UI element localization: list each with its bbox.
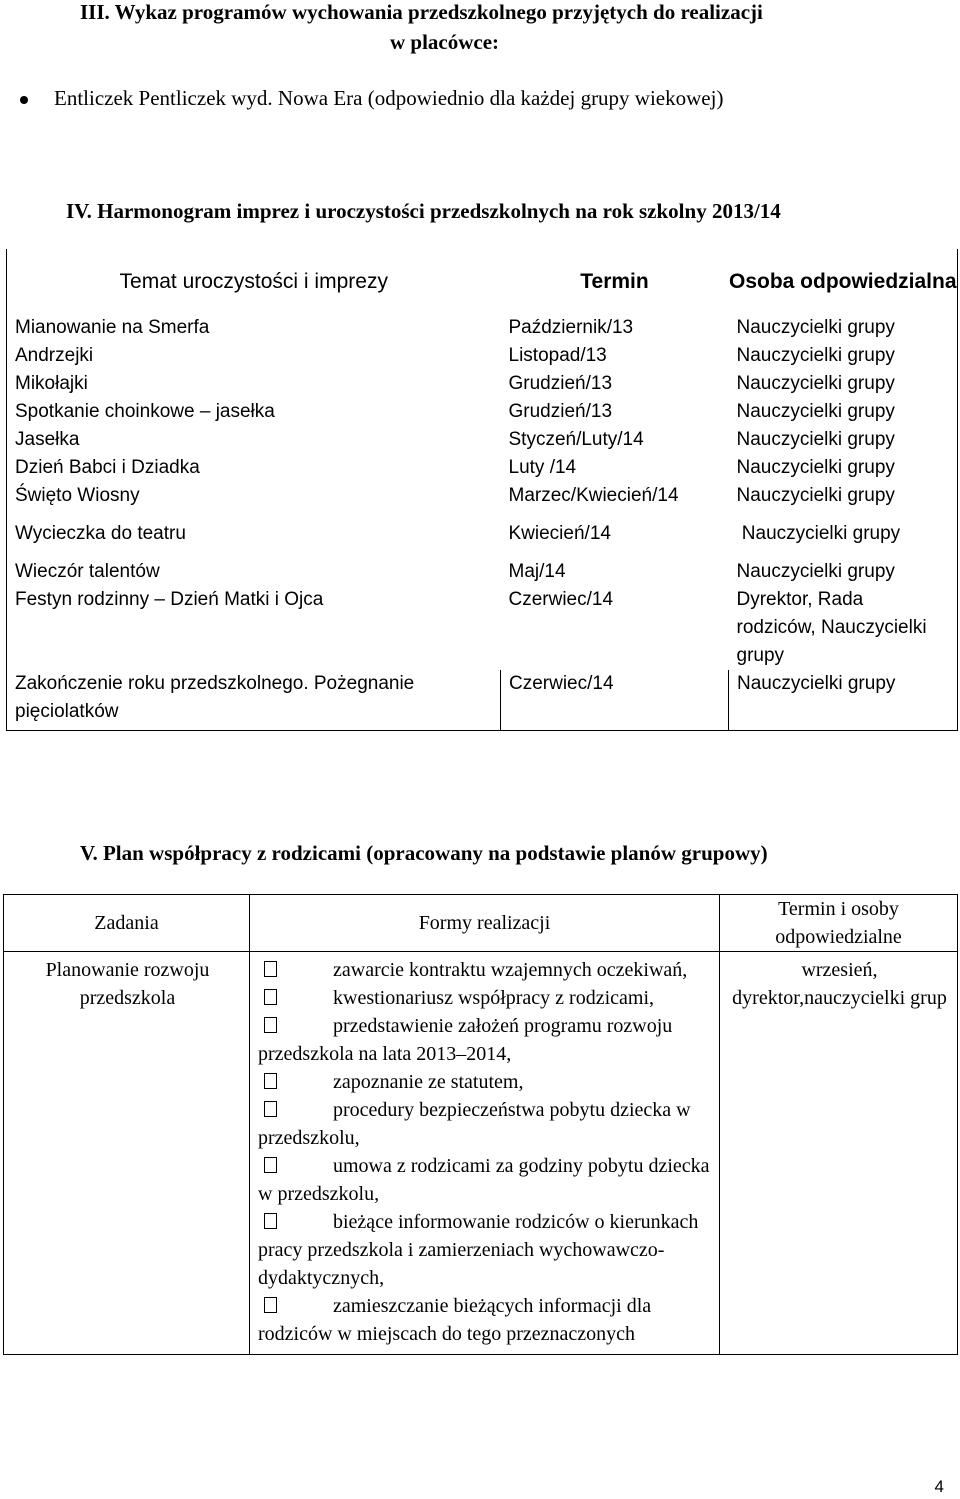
- cell-date: Czerwiec/14: [508, 589, 614, 610]
- cell-topic: Andrzejki: [7, 342, 501, 370]
- table-header-row: [7, 249, 958, 314]
- form-item-text: zamieszczanie bieżących informacji dla rodziców w miejscach do tego przeznaczonych: [258, 1295, 652, 1345]
- bullet-icon: [20, 96, 28, 104]
- checkbox-icon: [264, 989, 277, 1005]
- table-row: [7, 398, 958, 426]
- cell-date: Maj/14: [508, 561, 566, 582]
- table-row: [7, 510, 958, 548]
- checkbox-icon: [264, 1101, 277, 1117]
- cell-date: Grudzień/13: [508, 401, 613, 422]
- section3-title-line2: w placówce:: [390, 30, 500, 54]
- cell-date: Kwiecień/14: [508, 523, 611, 544]
- cell-date: Styczeń/Luty/14: [508, 429, 644, 450]
- cell-forms: [250, 952, 720, 1355]
- cell-topic: Mianowanie na Smerfa: [7, 314, 501, 342]
- cell-date: Listopad/13: [508, 345, 607, 366]
- form-item-text: umowa z rodzicami za godziny pobytu dziecka w przedszkolu,: [258, 1155, 710, 1205]
- cell-task: Planowanie rozwoju przedszkola: [4, 952, 250, 1355]
- column-header-responsible: Termin i osoby odpowiedzialne: [720, 895, 958, 952]
- table-row: [7, 370, 958, 398]
- list-item: [258, 1012, 713, 1068]
- cell-topic: Święto Wiosny: [7, 482, 501, 510]
- form-item-text: przedstawienie założeń programu rozwoju przedszkola na lata 2013–2014,: [258, 1015, 673, 1065]
- cell-date: Październik/13: [508, 317, 634, 338]
- page-number: 4: [934, 1477, 944, 1496]
- section4-title: [66, 197, 781, 225]
- events-schedule-table: [6, 249, 958, 731]
- cell-responsible: Nauczycielki grupy: [729, 482, 958, 510]
- list-item: [258, 1068, 713, 1096]
- table-row: [7, 454, 958, 482]
- column-header-responsible: Osoba odpowiedzialna: [729, 249, 958, 314]
- table-row: [7, 342, 958, 370]
- table-row: [7, 670, 958, 731]
- cell-responsible: Nauczycielki grupy: [729, 314, 958, 342]
- table-row: [7, 426, 958, 454]
- cell-topic: Festyn rodzinny – Dzień Matki i Ojca: [7, 586, 501, 670]
- table-row: [7, 586, 958, 670]
- cell-responsible: Nauczycielki grupy: [729, 454, 958, 482]
- form-item-text: bieżące informowanie rodziców o kierunkach pracy przedszkola i zamierzeniach wychowawczo-dydaktycznych,: [258, 1211, 699, 1289]
- column-header-topic: Temat uroczystości i imprezy: [7, 249, 501, 314]
- cell-topic: Wycieczka do teatru: [7, 510, 501, 548]
- checkbox-icon: [264, 1073, 277, 1089]
- cell-responsible: wrzesień, dyrektor,nauczycielki grup: [720, 952, 958, 1355]
- section3-title-line1: III. Wykaz programów wychowania przedszkolnego przyjętych do realizacji: [80, 0, 763, 24]
- cell-responsible: Nauczycielki grupy: [729, 548, 958, 586]
- table-row: [7, 482, 958, 510]
- list-item: [258, 1096, 713, 1152]
- form-item-text: procedury bezpieczeństwa pobytu dziecka w przedszkolu,: [258, 1099, 691, 1149]
- form-item-text: kwestionariusz współpracy z rodzicami,: [333, 987, 655, 1009]
- table-row: [7, 548, 958, 586]
- list-item: [258, 984, 713, 1012]
- cell-date: Grudzień/13: [508, 373, 613, 394]
- checkbox-icon: [264, 961, 277, 977]
- section4-title-text: IV. Harmonogram imprez i uroczystości przedszkolnych na rok szkolny 2013/14: [66, 199, 781, 223]
- checkbox-icon: [264, 1213, 277, 1229]
- cell-responsible: Nauczycielki grupy: [729, 426, 958, 454]
- cell-topic: Dzień Babci i Dziadka: [7, 454, 501, 482]
- column-header-date: Termin: [580, 269, 649, 293]
- program-list-item: Entliczek Pentliczek wyd. Nowa Era (odpowiednio dla każdej grupy wiekowej): [54, 86, 724, 110]
- cell-topic: Jasełka: [7, 426, 501, 454]
- section5-title: [80, 839, 768, 867]
- table-header-row: [4, 895, 958, 952]
- checkbox-icon: [264, 1297, 277, 1313]
- cell-topic: Mikołajki: [7, 370, 501, 398]
- list-item: [258, 1152, 713, 1208]
- cell-responsible: Nauczycielki grupy: [729, 510, 958, 548]
- section5-title-text: V. Plan współpracy z rodzicami (opracowany na podstawie planów grupowy): [80, 841, 768, 865]
- checkbox-icon: [264, 1017, 277, 1033]
- cell-topic: Zakończenie roku przedszkolnego. Pożegnanie pięciolatków: [7, 670, 501, 731]
- list-item: [258, 1292, 713, 1348]
- parent-cooperation-table: [3, 894, 958, 1355]
- column-header-tasks: Zadania: [4, 895, 250, 952]
- table-row: [4, 952, 958, 1355]
- cell-date: Marzec/Kwiecień/14: [508, 485, 679, 506]
- form-item-text: zapoznanie ze statutem,: [333, 1071, 524, 1093]
- form-item-text: zawarcie kontraktu wzajemnych oczekiwań,: [333, 959, 688, 981]
- cell-responsible: Nauczycielki grupy: [729, 398, 958, 426]
- cell-topic: Wieczór talentów: [7, 548, 501, 586]
- column-header-forms: Formy realizacji: [250, 895, 720, 952]
- list-item: [258, 956, 713, 984]
- cell-responsible: Nauczycielki grupy: [729, 370, 958, 398]
- cell-topic: Spotkanie choinkowe – jasełka: [7, 398, 501, 426]
- cell-responsible: Dyrektor, Rada rodziców, Nauczycielki grupy: [729, 586, 958, 670]
- cell-responsible: Nauczycielki grupy: [729, 342, 958, 370]
- cell-responsible: Nauczycielki grupy: [729, 670, 958, 731]
- cell-date: Czerwiec/14: [501, 670, 729, 731]
- cell-date: Luty /14: [508, 457, 577, 478]
- table-row: [7, 314, 958, 342]
- checkbox-icon: [264, 1157, 277, 1173]
- list-item: [258, 1208, 713, 1292]
